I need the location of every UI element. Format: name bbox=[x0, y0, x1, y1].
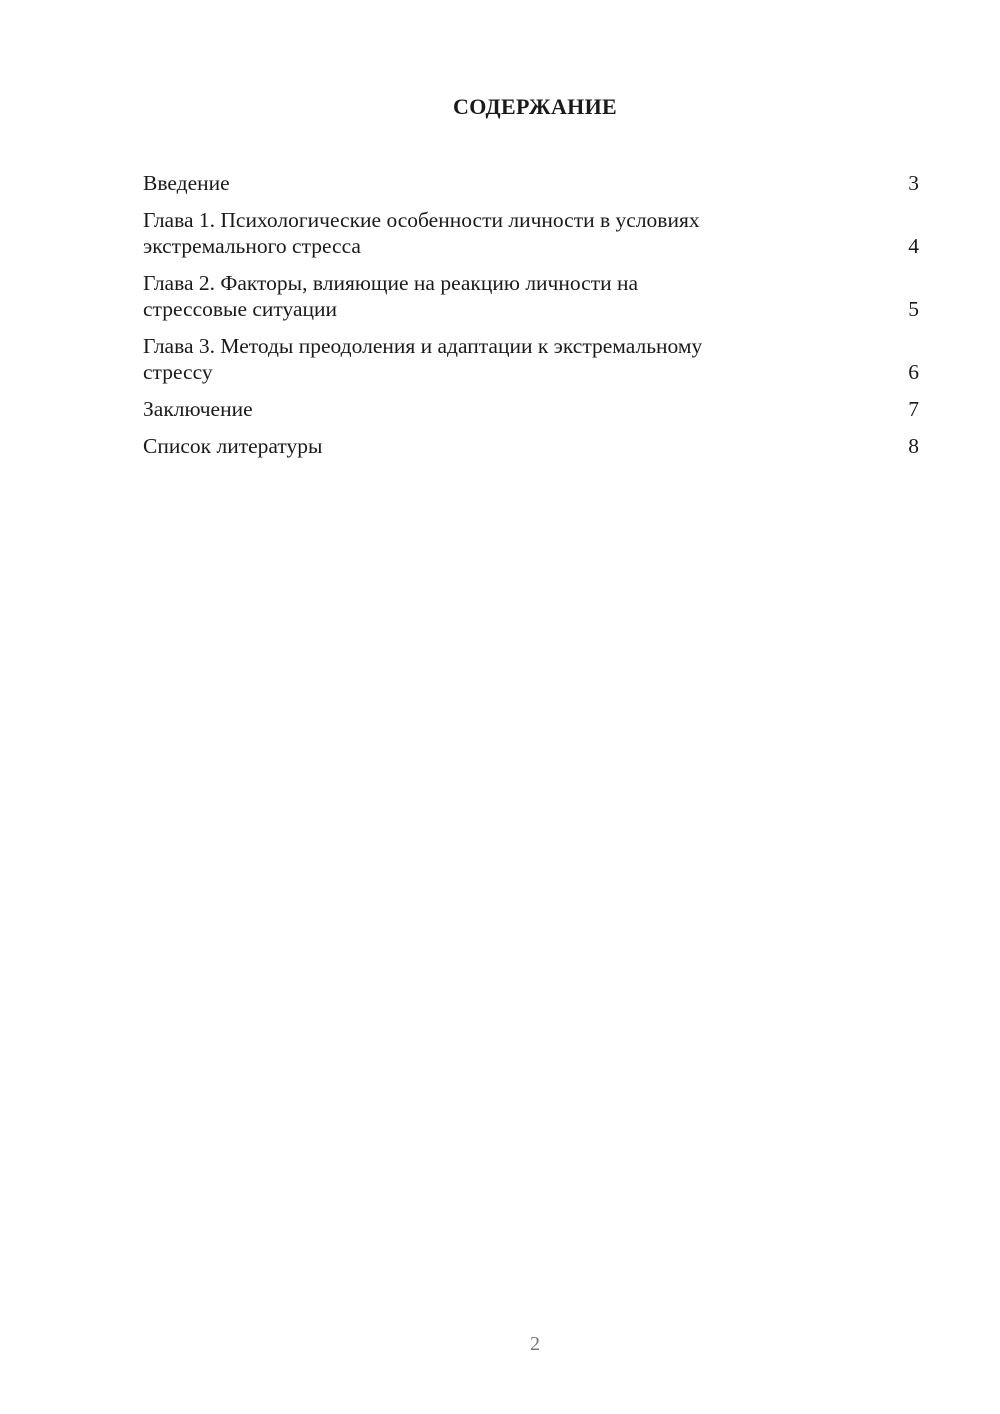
toc-entry-references bbox=[143, 433, 919, 459]
toc-entry-text bbox=[143, 433, 322, 459]
toc-entry-chapter-2 bbox=[143, 270, 919, 322]
toc-entry-line: Заключение bbox=[143, 397, 253, 421]
toc-entry-text bbox=[143, 207, 700, 259]
toc-entry-line: Глава 2. Факторы, влияющие на реакцию личности на bbox=[143, 271, 639, 295]
toc-entry-line: экстремального стресса bbox=[143, 234, 361, 258]
toc-entry-chapter-1 bbox=[143, 207, 919, 259]
toc-entry-page-number: 3 bbox=[908, 171, 919, 195]
page-number: 2 bbox=[530, 1333, 540, 1355]
toc-entry-text bbox=[143, 333, 702, 385]
toc-entry-page-number: 7 bbox=[908, 397, 919, 421]
toc-entry-page-number: 8 bbox=[908, 434, 919, 458]
toc-entry-chapter-3 bbox=[143, 333, 919, 385]
toc-entry-line: стрессовые ситуации bbox=[143, 297, 338, 321]
toc-entry-line: стрессу bbox=[143, 360, 213, 384]
toc-entry-line: Список литературы bbox=[143, 434, 323, 458]
toc-entry-page-number: 4 bbox=[908, 234, 919, 258]
toc-list bbox=[143, 170, 919, 470]
toc-entry-line: Глава 3. Методы преодоления и адаптации к экстремальному bbox=[143, 334, 703, 358]
toc-entry-line: Глава 1. Психологические особенности личности в условиях bbox=[143, 208, 700, 232]
toc-entry-introduction bbox=[143, 170, 919, 196]
toc-entry-line: Введение bbox=[143, 171, 230, 195]
toc-entry-page-number: 6 bbox=[908, 360, 919, 384]
toc-entry-text bbox=[143, 270, 638, 322]
toc-entry-conclusion bbox=[143, 396, 919, 422]
toc-entry-text bbox=[143, 396, 253, 422]
toc-title: СОДЕРЖАНИЕ bbox=[453, 94, 617, 119]
toc-entry-text bbox=[143, 170, 230, 196]
toc-entry-page-number: 5 bbox=[908, 297, 919, 321]
